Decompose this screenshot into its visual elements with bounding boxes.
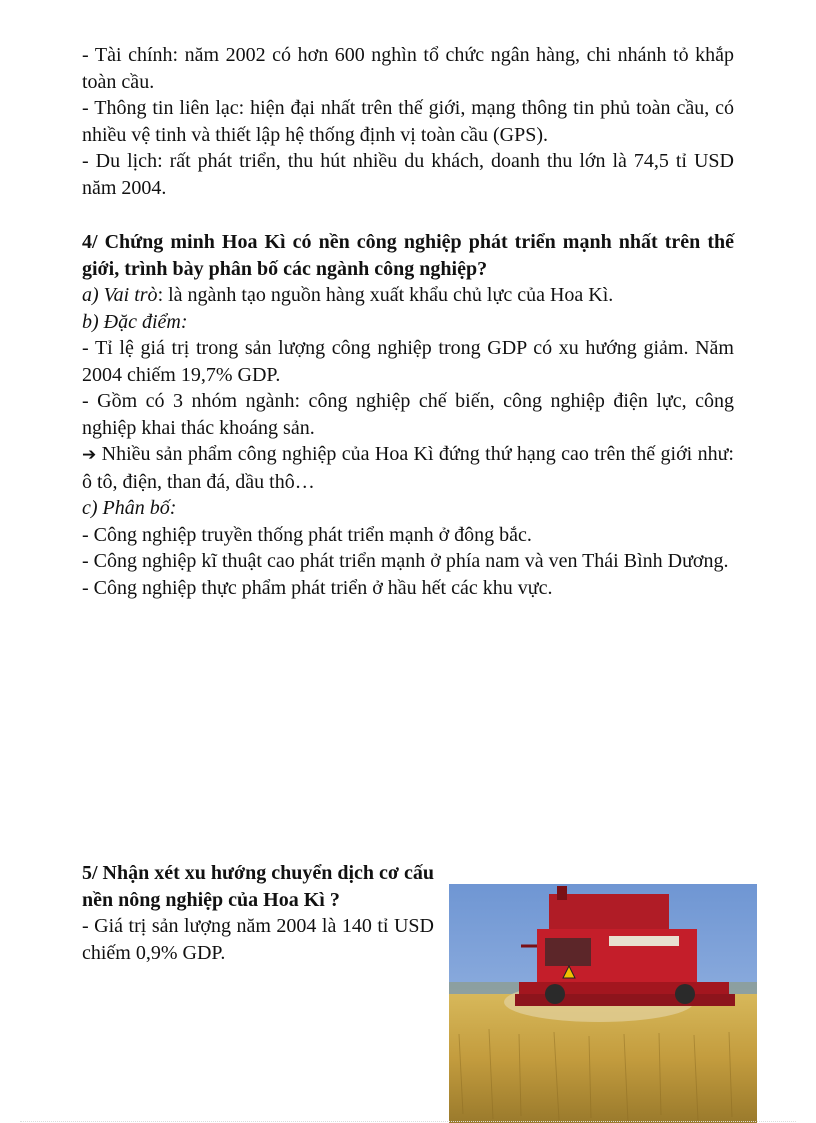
harvester-illustration	[449, 884, 757, 1123]
combine-harvester-photo	[449, 884, 757, 1123]
distribution-item: - Công nghiệp truyền thống phát triển mạnh ở đông bắc.	[82, 523, 532, 546]
role-paragraph	[82, 282, 734, 309]
distribution-item: - Công nghiệp thực phẩm phát triển ở hầu hết các khu vực.	[82, 576, 553, 599]
section5-heading: 5/ Nhận xét xu hướng chuyển dịch cơ cấu nền nông nghiệp của Hoa Kì ?	[82, 862, 434, 911]
section5	[82, 860, 434, 966]
distribution-label: c) Phân bố:	[82, 497, 177, 519]
conclusion-paragraph	[82, 441, 734, 495]
communication-paragraph: - Thông tin liên lạc: hiện đại nhất trên thế giới, mạng thông tin phủ toàn cầu, có nhiều vệ tinh và thiết lập hệ thống định vị toàn cầu (GPS).	[82, 97, 734, 146]
feature-item: - Gồm có 3 nhóm ngành: công nghiệp chế biến, công nghiệp điện lực, công nghiệp khai thác khoáng sản.	[82, 390, 734, 439]
finance-paragraph: - Tài chính: năm 2002 có hơn 600 nghìn tổ chức ngân hàng, chi nhánh tỏ khắp toàn cầu.	[82, 44, 734, 93]
features-label: b) Đặc điểm:	[82, 310, 188, 333]
distribution-item: - Công nghiệp kĩ thuật cao phát triển mạnh ở phía nam và ven Thái Bình Dương.	[82, 550, 729, 572]
tourism-paragraph: - Du lịch: rất phát triển, thu hút nhiều du khách, doanh thu lớn là 74,5 tỉ USD năm 2004.	[82, 150, 734, 199]
conclusion-text: Nhiều sản phẩm công nghiệp của Hoa Kì đứng thứ hạng cao trên thế giới như: ô tô, điện, than đá, dầu thô…	[82, 443, 734, 493]
role-text: : là ngành tạo nguồn hàng xuất khẩu chủ lực của Hoa Kì.	[157, 284, 614, 306]
document-body	[82, 42, 734, 601]
page-bottom-rule	[20, 1121, 796, 1122]
section4-heading: 4/ Chứng minh Hoa Kì có nền công nghiệp phát triển mạnh nhất trên thế giới, trình bày phân bố các ngành công nghiệp?	[82, 231, 734, 280]
feature-item: - Tỉ lệ giá trị trong sản lượng công nghiệp trong GDP có xu hướng giảm. Năm 2004 chiếm 19,7% GDP.	[82, 337, 734, 386]
role-label: a) Vai trò	[82, 284, 158, 306]
section5-text: - Giá trị sản lượng năm 2004 là 140 tỉ USD chiếm 0,9% GDP.	[82, 915, 434, 964]
arrow-right-icon: ➔	[82, 445, 97, 465]
